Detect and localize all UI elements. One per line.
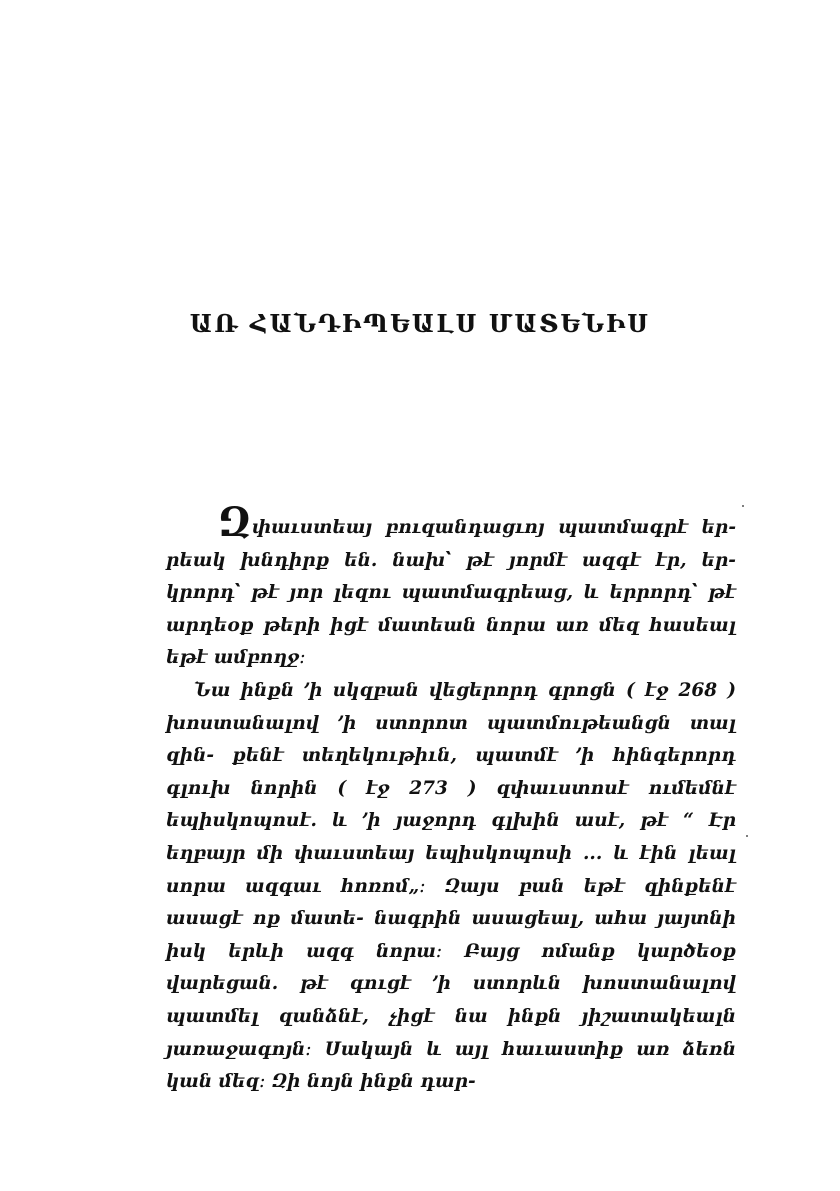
page-title: ԱՌ ՀԱՆԴԻՊԵԱԼՍ ՄԱՏԵՆԻՍ (189, 309, 651, 338)
paragraph-2 (166, 675, 736, 1099)
paragraph-2-text: Նա ինքն ՚ի սկզբան վեցերորդ գրոցն ( էջ 268 ) խոստանալով ՚ի ստորոտ պատմութեանցն տալ զին- քենէ տեղեկութիւն, պատմէ ՚ի հինգերորդ գլուխ նորին ( էջ 273 ) զփաւստոսէ ումեմնէ եպիսկոպոսէ. և ՚ի յաջորդ գլխին ասէ, թէ “ Էր եղբայր մի փաւստեայ եպիսկոպոսի ... և էին լեալ սորա ազգաւ հոռոմ„։ Զայս բան եթէ զինքենէ ասացէ ոք մատե- նագրին ասացեալ, ահա յայտնի իսկ երևի ազգ նորա։ Բայց ոմանք կարծեօք վարեցան. թէ գուցէ ՚ի ստորևն խոստանալով պատմել զանձնէ, չիցէ նա ինքն յիշատակեալն յառաջագոյն։ Սակայն և այլ հաւաստիք առ ձեռն կան մեզ։ Զի նոյն ինքն դար- (166, 679, 736, 1093)
drop-cap: Զ (218, 499, 251, 546)
body-text (166, 499, 736, 1099)
paper-speck (746, 835, 748, 837)
paper-speck (742, 505, 744, 507)
paragraph-1-text: փաւստեայ բուզանդացւոյ պատմագրէ եր- րեակ խնդիրք են. նախ՝ թէ յորմէ ազգէ էր, եր- կրորդ՝ թէ յոր լեզու պատմագրեաց, և երրորդ՝ թէ արդեօք թերի իցէ մատեան նորա առ մեզ հասեալ եթէ ամբողջ։ (166, 517, 736, 669)
paragraph-1 (166, 499, 736, 675)
